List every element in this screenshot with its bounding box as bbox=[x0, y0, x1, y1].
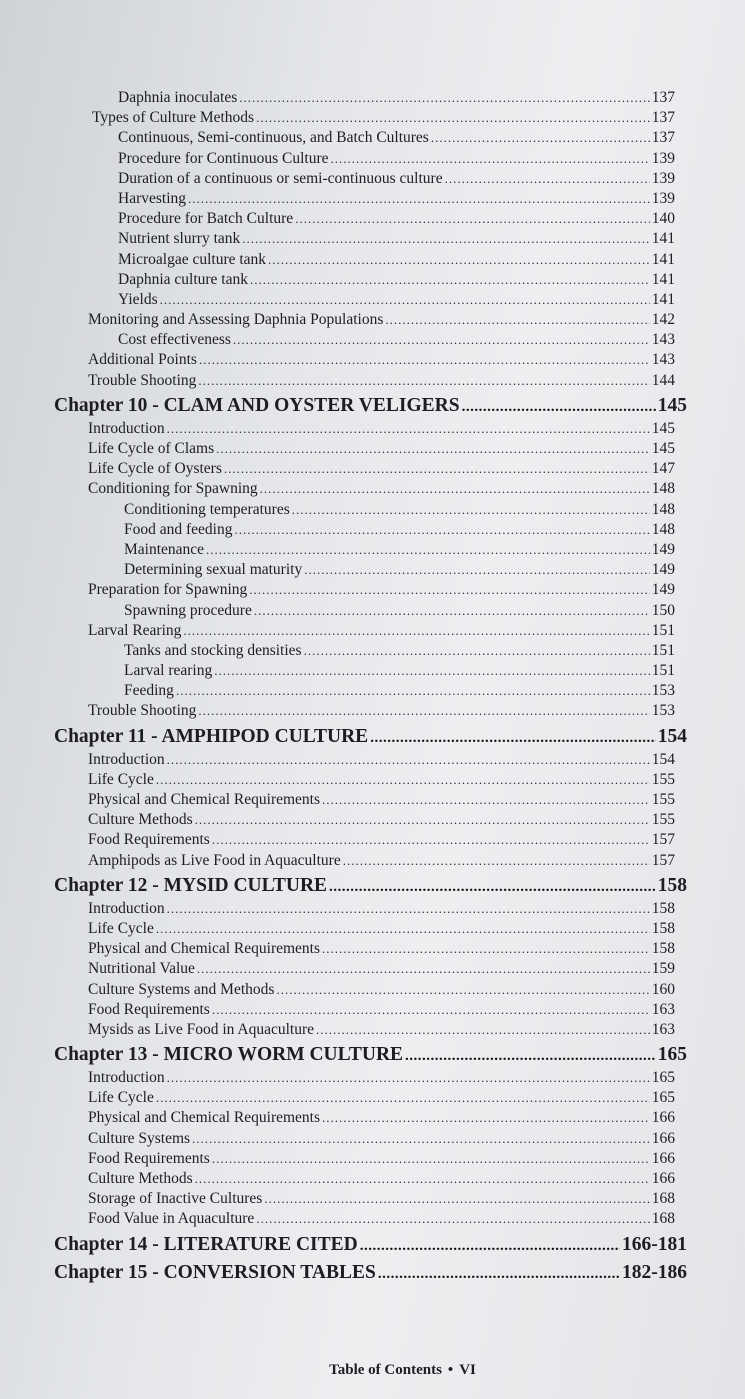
toc-entry-title: Preparation for Spawning bbox=[88, 581, 248, 599]
toc-entry-page: 157 bbox=[651, 831, 675, 849]
toc-chapter-heading bbox=[0, 1042, 687, 1068]
toc-entry bbox=[0, 919, 675, 939]
toc-entry-page: 163 bbox=[651, 1000, 675, 1018]
toc-entry bbox=[0, 899, 675, 919]
toc-entry bbox=[0, 1169, 675, 1189]
toc-entry-title: Procedure for Batch Culture bbox=[118, 210, 294, 228]
toc-entry bbox=[0, 1068, 675, 1088]
dot-leader bbox=[212, 1000, 650, 1020]
toc-entry-title: Food Value in Aquaculture bbox=[88, 1210, 255, 1228]
toc-entry bbox=[0, 810, 675, 830]
toc-entry-title: Spawning procedure bbox=[124, 601, 252, 619]
toc-chapter-heading bbox=[0, 724, 687, 750]
toc-entry bbox=[0, 128, 675, 148]
toc-entry-page: 145 bbox=[657, 394, 687, 416]
dot-leader bbox=[322, 790, 650, 810]
toc-entry-page: 148 bbox=[651, 500, 675, 518]
toc-entry-title: Storage of Inactive Cultures bbox=[88, 1190, 263, 1208]
toc-entry-title: Duration of a continuous or semi-continuous culture bbox=[118, 169, 443, 187]
toc-entry-title: Larval rearing bbox=[124, 662, 213, 680]
toc-entry-page: 145 bbox=[651, 419, 675, 437]
dot-leader bbox=[405, 1043, 656, 1069]
toc-entry bbox=[0, 229, 675, 249]
toc-entry bbox=[0, 1149, 675, 1169]
toc-entry-title: Culture Methods bbox=[88, 1170, 193, 1187]
toc-entry-title: Food Requirements bbox=[88, 1000, 210, 1018]
toc-entry bbox=[0, 500, 675, 520]
dot-leader bbox=[156, 919, 650, 939]
toc-entry-title: Daphnia culture tank bbox=[118, 270, 248, 288]
toc-entry-page: 144 bbox=[651, 371, 675, 389]
dot-leader bbox=[167, 899, 650, 919]
table-of-contents bbox=[0, 88, 745, 1286]
dot-leader bbox=[331, 149, 650, 169]
toc-entry-title: Conditioning temperatures bbox=[124, 500, 290, 518]
toc-entry-page: 137 bbox=[651, 129, 675, 147]
toc-entry bbox=[0, 108, 675, 128]
dot-leader bbox=[329, 874, 656, 900]
toc-chapter-heading bbox=[0, 1232, 687, 1258]
toc-entry-title: Procedure for Continuous Culture bbox=[118, 149, 329, 167]
toc-entry bbox=[0, 790, 675, 810]
toc-entry-title: Amphipods as Live Food in Aquaculture bbox=[88, 851, 341, 869]
toc-chapter-heading bbox=[0, 1260, 687, 1286]
toc-entry-page: 137 bbox=[651, 89, 675, 106]
dot-leader bbox=[195, 1169, 650, 1189]
toc-entry-page: 154 bbox=[651, 750, 675, 768]
toc-entry bbox=[0, 830, 675, 850]
toc-entry-title: Chapter 15 - CONVERSION TABLES bbox=[54, 1261, 376, 1283]
dot-leader bbox=[216, 439, 650, 459]
toc-entry-title: Life Cycle of Oysters bbox=[88, 460, 222, 478]
toc-entry-page: 182-186 bbox=[622, 1261, 687, 1283]
toc-entry-page: 142 bbox=[651, 311, 675, 329]
toc-entry-title: Additional Points bbox=[88, 351, 197, 369]
dot-leader bbox=[295, 209, 650, 229]
dot-leader bbox=[250, 270, 650, 290]
dot-leader bbox=[234, 520, 649, 540]
toc-entry-title: Physical and Chemical Requirements bbox=[88, 791, 321, 808]
toc-chapter-heading bbox=[0, 873, 687, 899]
dot-leader bbox=[212, 1149, 650, 1169]
toc-entry bbox=[0, 88, 675, 108]
dot-leader bbox=[445, 169, 650, 189]
toc-entry bbox=[0, 770, 675, 790]
toc-entry-page: 139 bbox=[651, 189, 675, 207]
toc-entry bbox=[0, 980, 675, 1000]
toc-entry-title: Determining sexual maturity bbox=[124, 561, 303, 579]
toc-entry-title: Chapter 13 - MICRO WORM CULTURE bbox=[54, 1044, 404, 1066]
toc-entry bbox=[0, 419, 675, 439]
toc-entry-title: Yields bbox=[118, 290, 158, 308]
toc-entry bbox=[0, 310, 675, 330]
toc-entry bbox=[0, 560, 675, 580]
toc-entry-title: Monitoring and Assessing Daphnia Populations bbox=[88, 311, 384, 329]
toc-entry-page: 158 bbox=[657, 874, 687, 896]
toc-chapter-heading bbox=[0, 393, 687, 419]
toc-entry-page: 166 bbox=[651, 1129, 675, 1147]
toc-entry bbox=[0, 479, 675, 499]
toc-entry-title: Conditioning for Spawning bbox=[88, 480, 258, 498]
toc-entry bbox=[0, 371, 675, 391]
toc-entry-title: Food Requirements bbox=[88, 1149, 210, 1167]
toc-entry-page: 165 bbox=[651, 1089, 675, 1107]
toc-entry-title: Life Cycle bbox=[88, 770, 154, 788]
toc-entry-title: Chapter 14 - LITERATURE CITED bbox=[54, 1233, 358, 1255]
toc-entry-title: Culture Systems and Methods bbox=[88, 980, 275, 998]
toc-entry-page: 141 bbox=[651, 270, 675, 288]
dot-leader bbox=[276, 980, 649, 1000]
toc-entry-title: Physical and Chemical Requirements bbox=[88, 1109, 321, 1127]
toc-entry-title: Nutritional Value bbox=[88, 960, 195, 978]
toc-entry bbox=[0, 580, 675, 600]
toc-entry-page: 153 bbox=[651, 702, 675, 720]
toc-entry-title: Trouble Shooting bbox=[88, 702, 197, 720]
toc-entry bbox=[0, 439, 675, 459]
toc-entry-page: 150 bbox=[651, 601, 675, 619]
toc-entry bbox=[0, 189, 675, 209]
dot-leader bbox=[322, 939, 650, 959]
toc-entry-title: Chapter 12 - MYSID CULTURE bbox=[54, 874, 328, 896]
dot-leader bbox=[462, 394, 656, 420]
toc-entry-title: Food and feeding bbox=[124, 520, 233, 538]
toc-entry bbox=[0, 1209, 675, 1229]
toc-entry-title: Tanks and stocking densities bbox=[124, 641, 302, 659]
toc-entry-page: 139 bbox=[651, 169, 675, 187]
toc-entry-page: 145 bbox=[651, 440, 675, 457]
toc-entry-page: 158 bbox=[651, 899, 675, 917]
toc-entry-page: 148 bbox=[651, 480, 675, 498]
toc-entry-page: 165 bbox=[651, 1069, 675, 1087]
toc-entry bbox=[0, 851, 675, 871]
dot-leader bbox=[198, 371, 649, 391]
dot-leader bbox=[304, 560, 650, 580]
toc-entry-title: Physical and Chemical Requirements bbox=[88, 940, 321, 958]
toc-entry-page: 141 bbox=[651, 290, 675, 308]
dot-leader bbox=[167, 750, 650, 770]
dot-leader bbox=[378, 1261, 620, 1287]
dot-leader bbox=[249, 580, 649, 600]
toc-entry-title: Culture Systems bbox=[88, 1129, 191, 1147]
toc-entry bbox=[0, 149, 675, 169]
dot-leader bbox=[156, 770, 650, 790]
toc-entry bbox=[0, 681, 675, 701]
dot-leader bbox=[192, 1129, 650, 1149]
footer-page-number: VI bbox=[459, 1362, 476, 1378]
dot-leader bbox=[316, 1020, 650, 1040]
toc-entry-page: 166 bbox=[651, 1109, 675, 1127]
dot-leader bbox=[195, 810, 650, 830]
toc-entry-page: 141 bbox=[651, 250, 675, 268]
dot-leader bbox=[224, 459, 650, 479]
toc-entry-title: Life Cycle bbox=[88, 1089, 154, 1107]
toc-entry bbox=[0, 270, 675, 290]
toc-entry-page: 149 bbox=[651, 540, 675, 558]
toc-entry-page: 153 bbox=[651, 682, 675, 700]
toc-entry-title: Feeding bbox=[124, 682, 174, 700]
dot-leader bbox=[197, 959, 650, 979]
toc-entry-title: Larval Rearing bbox=[88, 621, 182, 639]
dot-leader bbox=[176, 681, 650, 701]
toc-entry bbox=[0, 459, 675, 479]
dot-leader bbox=[256, 108, 650, 128]
toc-entry-title: Harvesting bbox=[118, 189, 187, 207]
toc-entry bbox=[0, 1108, 675, 1128]
dot-leader bbox=[206, 540, 650, 560]
toc-entry bbox=[0, 750, 675, 770]
toc-entry-page: 151 bbox=[651, 641, 675, 659]
toc-entry-page: 143 bbox=[651, 331, 675, 349]
toc-entry bbox=[0, 250, 675, 270]
toc-entry-page: 147 bbox=[651, 460, 675, 478]
toc-entry-title: Continuous, Semi-continuous, and Batch Cultures bbox=[118, 129, 429, 147]
toc-entry-page: 165 bbox=[657, 1044, 687, 1066]
dot-leader bbox=[370, 725, 656, 751]
dot-leader bbox=[188, 189, 650, 209]
toc-entry-title: Food Requirements bbox=[88, 831, 210, 849]
toc-entry-page: 166-181 bbox=[622, 1233, 687, 1255]
toc-entry-page: 168 bbox=[651, 1190, 675, 1208]
toc-entry-title: Chapter 10 - CLAM AND OYSTER VELIGERS bbox=[54, 394, 460, 416]
dot-leader bbox=[167, 419, 650, 439]
dot-leader bbox=[242, 229, 649, 249]
toc-entry-page: 159 bbox=[651, 960, 675, 978]
dot-leader bbox=[264, 1189, 649, 1209]
toc-entry-title: Culture Methods bbox=[88, 811, 193, 829]
toc-entry-page: 141 bbox=[651, 230, 675, 248]
toc-entry bbox=[0, 540, 675, 560]
footer-label: Table of Contents bbox=[329, 1362, 442, 1378]
toc-entry-title: Cost effectiveness bbox=[118, 331, 231, 349]
dot-leader bbox=[199, 350, 650, 370]
dot-leader bbox=[322, 1108, 650, 1128]
toc-entry-page: 155 bbox=[651, 770, 675, 788]
toc-entry bbox=[0, 641, 675, 661]
dot-leader bbox=[304, 641, 650, 661]
dot-leader bbox=[268, 250, 650, 270]
dot-leader bbox=[239, 88, 650, 108]
toc-entry-page: 154 bbox=[657, 725, 687, 747]
toc-entry-title: Life Cycle bbox=[88, 919, 154, 937]
toc-entry bbox=[0, 621, 675, 641]
dot-leader bbox=[167, 1068, 650, 1088]
toc-entry-page: 166 bbox=[651, 1149, 675, 1167]
toc-entry-page: 140 bbox=[651, 210, 675, 228]
toc-entry bbox=[0, 1129, 675, 1149]
toc-entry-title: Nutrient slurry tank bbox=[118, 230, 241, 248]
toc-entry-title: Daphnia inoculates bbox=[118, 89, 238, 106]
dot-leader bbox=[214, 661, 650, 681]
dot-leader bbox=[183, 621, 649, 641]
toc-entry bbox=[0, 350, 675, 370]
toc-entry bbox=[0, 939, 675, 959]
toc-entry bbox=[0, 330, 675, 350]
toc-entry-page: 151 bbox=[651, 662, 675, 680]
toc-entry bbox=[0, 290, 675, 310]
dot-leader bbox=[156, 1088, 650, 1108]
footer-separator: • bbox=[447, 1362, 454, 1378]
toc-entry bbox=[0, 661, 675, 681]
toc-entry-page: 139 bbox=[651, 149, 675, 167]
toc-entry bbox=[0, 701, 675, 721]
toc-entry bbox=[0, 520, 675, 540]
dot-leader bbox=[343, 851, 650, 871]
toc-entry-page: 163 bbox=[651, 1020, 675, 1038]
toc-entry-title: Mysids as Live Food in Aquaculture bbox=[88, 1020, 315, 1038]
toc-entry-page: 166 bbox=[651, 1170, 675, 1187]
toc-entry-title: Maintenance bbox=[124, 540, 205, 558]
toc-entry-page: 157 bbox=[651, 851, 675, 869]
toc-entry bbox=[0, 1020, 675, 1040]
toc-entry-page: 151 bbox=[651, 621, 675, 639]
toc-entry-title: Types of Culture Methods bbox=[92, 109, 255, 127]
dot-leader bbox=[254, 601, 650, 621]
dot-leader bbox=[256, 1209, 649, 1229]
toc-entry-page: 155 bbox=[651, 791, 675, 808]
toc-entry-page: 160 bbox=[651, 980, 675, 998]
toc-entry-page: 149 bbox=[651, 561, 675, 579]
toc-entry bbox=[0, 1088, 675, 1108]
toc-entry-page: 168 bbox=[651, 1210, 675, 1228]
toc-entry-title: Chapter 11 - AMPHIPOD CULTURE bbox=[54, 725, 369, 747]
toc-entry-page: 148 bbox=[651, 520, 675, 538]
toc-entry-page: 149 bbox=[651, 581, 675, 599]
toc-entry-title: Life Cycle of Clams bbox=[88, 440, 215, 457]
toc-entry-page: 143 bbox=[651, 351, 675, 369]
toc-entry bbox=[0, 169, 675, 189]
toc-entry-page: 137 bbox=[651, 109, 675, 127]
dot-leader bbox=[431, 128, 650, 148]
dot-leader bbox=[260, 479, 650, 499]
toc-entry-title: Introduction bbox=[88, 1069, 165, 1087]
toc-entry-title: Introduction bbox=[88, 899, 165, 917]
toc-entry bbox=[0, 1189, 675, 1209]
dot-leader bbox=[360, 1233, 620, 1259]
dot-leader bbox=[198, 701, 649, 721]
toc-entry bbox=[0, 959, 675, 979]
dot-leader bbox=[385, 310, 649, 330]
toc-entry-title: Introduction bbox=[88, 750, 165, 768]
dot-leader bbox=[233, 330, 650, 350]
toc-entry-page: 158 bbox=[651, 919, 675, 937]
toc-entry-page: 158 bbox=[651, 940, 675, 958]
dot-leader bbox=[160, 290, 650, 310]
toc-entry bbox=[0, 1000, 675, 1020]
toc-entry-title: Microalgae culture tank bbox=[118, 250, 267, 268]
toc-entry-page: 155 bbox=[651, 811, 675, 829]
toc-entry bbox=[0, 209, 675, 229]
page-footer bbox=[0, 1362, 745, 1379]
toc-entry-title: Introduction bbox=[88, 419, 165, 437]
dot-leader bbox=[292, 500, 650, 520]
dot-leader bbox=[212, 830, 650, 850]
toc-entry-title: Trouble Shooting bbox=[88, 371, 197, 389]
toc-entry bbox=[0, 601, 675, 621]
